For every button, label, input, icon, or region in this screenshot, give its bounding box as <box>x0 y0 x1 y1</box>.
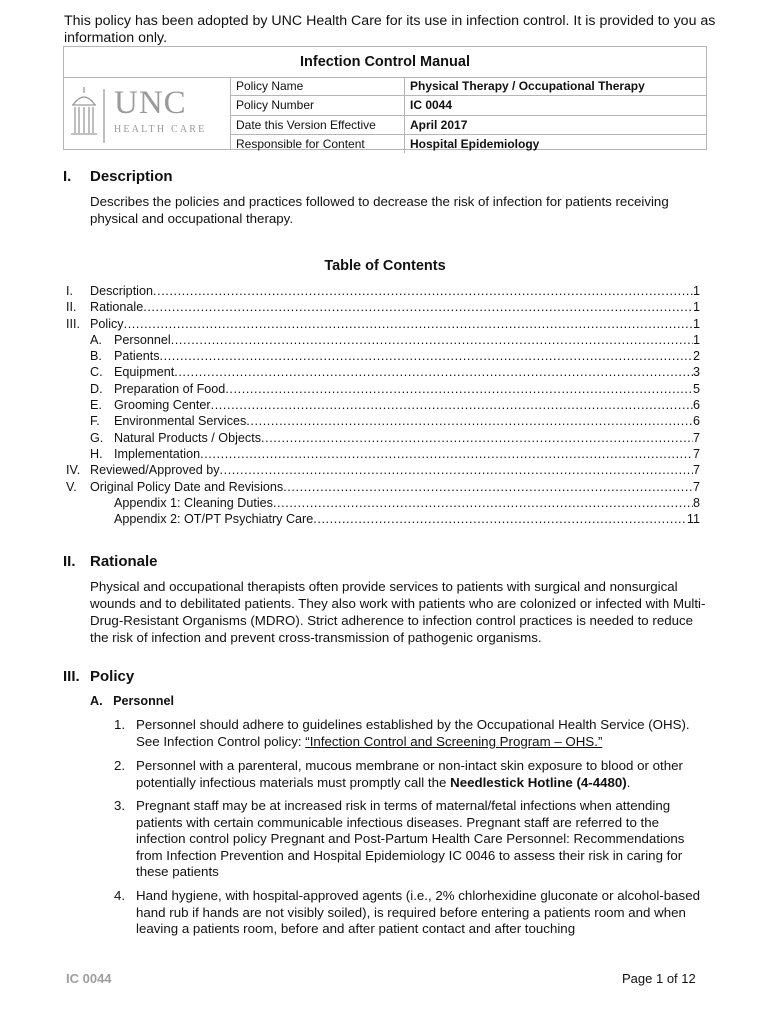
toc-entry[interactable]: V. Original Policy Date and Revisions ..... 7 <box>66 479 700 495</box>
meta-label: Date this Version Effective <box>231 116 405 134</box>
toc-entry[interactable]: IV. Reviewed/Approved by ..... 7 <box>66 462 700 478</box>
manual-title: Infection Control Manual <box>64 47 706 78</box>
section-number: III. <box>63 668 80 685</box>
meta-value: April 2017 <box>410 117 468 132</box>
rationale-text: Physical and occupational therapists often provide services to patients with surgical and nonsurgical wounds and to debilitated patients. They also work with patients who are colonized or infected with Multi-Drug-Resistant Organisms (MDRO). Strict adherence to infection control practices is needed to reduce the risk of infection and prevent cross-transmission of pathogenic organisms. <box>90 579 706 645</box>
policy-item: 3. Pregnant staff may be at increased risk in terms of maternal/fetal infections when attending patients with certain communicable infectious diseases. Pregnant staff are referred to the infection control policy Pregnant and Post-Partum Health Care Personnel: Recommendations from Infection Prevention and Hospital Epidemiology IC 0046 to assess their risk in caring for these patients <box>114 798 685 879</box>
section-number: II. <box>63 553 76 570</box>
toc-entry[interactable]: II. Rationale ..... 1 <box>66 299 700 315</box>
section-title: Policy <box>90 668 135 685</box>
logo-wordmark: UNC <box>114 85 187 121</box>
toc-entry[interactable]: H. Implementation ..... 7 <box>66 446 700 462</box>
meta-value: IC 0044 <box>410 98 453 113</box>
policy-item: 4. Hand hygiene, with hospital-approved agents (i.e., 2% chlorhexidine gluconate or alcohol-based hand rub if hands are not visibly soiled), is required before entering a patients room and when leaving a patients room, before and after patient contact and after touching <box>114 888 700 936</box>
toc-entry[interactable]: C. Equipment ..... 3 <box>66 364 700 380</box>
toc-title: Table of Contents <box>324 258 446 274</box>
logo-subtitle: HEALTH CARE <box>114 124 207 135</box>
personnel-subheading: A. Personnel <box>90 694 174 708</box>
section-number: I. <box>63 168 72 185</box>
policy-info-table <box>63 46 707 150</box>
toc-entry[interactable]: III. Policy ..... 1 <box>66 316 700 332</box>
meta-row-policy-number <box>231 96 706 115</box>
rationale-heading <box>63 553 158 570</box>
meta-row-responsible <box>231 135 706 153</box>
ohs-policy-link[interactable]: “Infection Control and Screening Program – OHS.” <box>305 733 603 749</box>
meta-label: Policy Number <box>231 96 405 114</box>
toc-entry[interactable]: D. Preparation of Food ..... 5 <box>66 381 700 397</box>
policy-item: 2. Personnel with a parenteral, mucous membrane or non-intact skin exposure to blood or other potentially infectious materials must promptly call the Needlestick Hotline (4-4480). <box>114 758 683 790</box>
toc-entry[interactable]: Appendix 1: Cleaning Duties ..... 8 <box>66 495 700 511</box>
toc-entry[interactable]: F. Environmental Services ..... 6 <box>66 413 700 429</box>
meta-row-effective-date <box>231 116 706 135</box>
unc-logo <box>64 77 231 150</box>
footer-page-number: Page 1 of 12 <box>622 971 696 986</box>
section-title: Description <box>90 168 173 185</box>
policy-item: 1. Personnel should adhere to guidelines established by the Occupational Health Service (OHS). See Infection Control policy: “Infection Control and Screening Program – OHS.” <box>114 717 690 749</box>
meta-label: Policy Name <box>231 77 405 95</box>
meta-label: Responsible for Content <box>231 135 405 153</box>
toc-entry[interactable]: A. Personnel ..... 1 <box>66 332 700 348</box>
toc-entry[interactable]: E. Grooming Center ..... 6 <box>66 397 700 413</box>
toc-entry[interactable]: Appendix 2: OT/PT Psychiatry Care ..... 11 <box>66 511 700 527</box>
description-heading <box>63 168 173 185</box>
toc-entry[interactable]: B. Patients ..... 2 <box>66 348 700 364</box>
meta-value: Physical Therapy / Occupational Therapy <box>410 79 645 93</box>
description-text: Describes the policies and practices followed to decrease the risk of infection for patients receiving physical and occupational therapy. <box>90 194 669 226</box>
footer-policy-code: IC 0044 <box>66 971 112 986</box>
adoption-notice: This policy has been adopted by UNC Health Care for its use in infection control. It is provided to you as information only. <box>64 13 716 46</box>
needlestick-hotline: Needlestick Hotline (4-4480) <box>450 774 627 790</box>
table-of-contents <box>66 283 700 527</box>
toc-entry[interactable]: G. Natural Products / Objects ..... 7 <box>66 430 700 446</box>
meta-row-policy-name <box>231 77 706 96</box>
section-title: Rationale <box>90 553 158 570</box>
policy-meta <box>231 77 706 153</box>
policy-heading <box>63 668 134 685</box>
meta-value: Hospital Epidemiology <box>410 136 540 151</box>
toc-entry[interactable]: I. Description ..... 1 <box>66 283 700 299</box>
